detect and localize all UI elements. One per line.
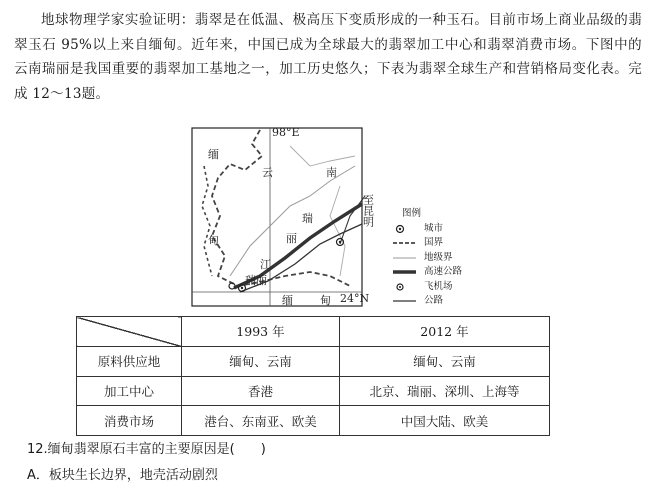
label-jiang: 江: [260, 258, 271, 271]
label-nan: 南: [326, 166, 337, 179]
border-west: [202, 166, 212, 276]
label-bottom-mian: 缅: [282, 294, 293, 307]
province-boundary-3: [330, 186, 345, 276]
legend-label: 高速公路: [424, 266, 463, 277]
table-row-label: 加工中心: [77, 376, 182, 406]
border-line-icon: [392, 238, 420, 248]
road-line-icon: [392, 296, 420, 306]
label-kunming: 至昆明: [361, 194, 375, 227]
legend-item: [392, 251, 462, 266]
option-a[interactable]: A．板块生长边界，地壳活动剧烈: [27, 468, 218, 483]
label-yun: 云: [262, 166, 273, 179]
city-symbol-dot: [339, 241, 341, 243]
question-12: 12.缅甸翡翠原石丰富的主要原因是( ): [27, 442, 266, 457]
label-bottom-dian: 甸: [320, 294, 331, 307]
ruili-city-dot: [241, 287, 243, 289]
table-row: [77, 346, 550, 376]
table-cell: 中国大陆、欧美: [339, 406, 549, 436]
table-header-cell: 2012 年: [339, 317, 549, 347]
table-header-row: [77, 317, 550, 347]
legend-label: 国界: [424, 237, 444, 248]
table-cell: 港台、东南亚、欧美: [182, 406, 340, 436]
city-symbol-icon: [392, 224, 420, 234]
legend-label: 飞机场: [424, 280, 453, 292]
airport-symbol-icon: [392, 282, 420, 292]
label-dian: 甸: [208, 234, 219, 247]
legend-label: 公路: [424, 295, 444, 306]
label-mian: 缅: [208, 148, 219, 161]
label-ruili-city: 瑞丽: [245, 274, 267, 287]
production-marketing-table: [76, 316, 550, 436]
map-legend: [392, 207, 462, 309]
table-cell: 缅甸、云南: [182, 346, 340, 376]
ruili-map: [190, 126, 390, 310]
table-row: [77, 406, 550, 436]
province-boundary-2: [290, 146, 355, 166]
legend-item: [392, 236, 462, 251]
province-line-icon: [392, 253, 420, 263]
table-cell: 北京、瑞丽、深圳、上海等: [339, 376, 549, 406]
table-cell: 香港: [182, 376, 340, 406]
table-row-label: 消费市场: [77, 406, 182, 436]
label-li: 丽: [286, 232, 297, 245]
legend-item: [392, 280, 462, 295]
table-corner-cell: [77, 317, 182, 347]
legend-item: [392, 294, 462, 309]
highway-line-icon: [392, 267, 420, 277]
table-row-label: 原料供应地: [77, 346, 182, 376]
legend-item: [392, 265, 462, 280]
table-row: [77, 376, 550, 406]
passage-text: 地球物理学家实验证明：翡翠是在低温、极高压下变质形成的一种玉石。目前市场上商业品级的翡翠玉石 95%以上来自缅甸。近年来，中国已成为全球最大的翡翠加工中心和翡翠消费市场。下图中的云南瑞丽是我国重要的翡翠加工基地之一，加工历史悠久；下表为翡翠全球生产和营销格局变化表。完成 12～13题。: [14, 12, 642, 102]
table-cell: 缅甸、云南: [339, 346, 549, 376]
label-rui: 瑞: [302, 212, 313, 225]
passage: [14, 8, 642, 106]
lat-label: 24°N: [340, 292, 370, 305]
lon-label: 98°E: [272, 126, 300, 139]
table-header-cell: 1993 年: [182, 317, 340, 347]
legend-title: 图例: [402, 208, 422, 219]
legend-item: [392, 222, 462, 237]
legend-label: 城市: [424, 222, 444, 234]
legend-label: 地级界: [424, 251, 453, 263]
